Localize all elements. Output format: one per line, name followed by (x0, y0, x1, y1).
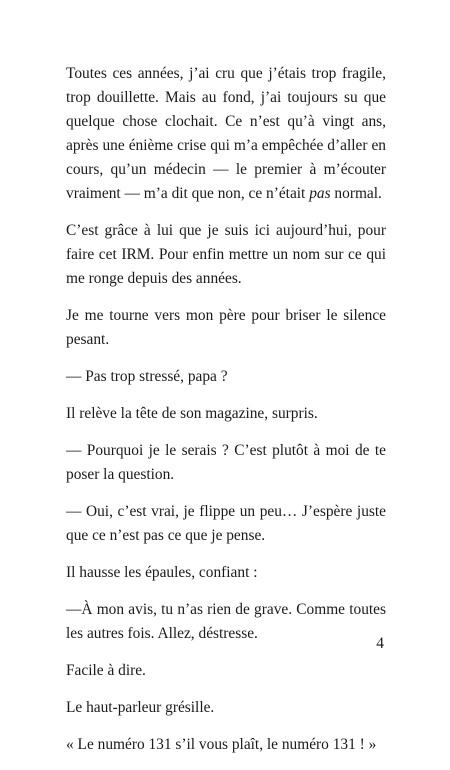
paragraph-1-italic: pas (309, 185, 331, 202)
paragraph-1 (66, 62, 386, 206)
paragraph-6: — Pourquoi je le serais ? C’est plutôt à moi de te poser la question. (66, 442, 386, 483)
paragraph-8: Il hausse les épaules, confiant : (66, 564, 258, 581)
paragraph-11: Le haut-parleur grésille. (66, 699, 215, 716)
paragraph-4: — Pas trop stressé, papa ? (66, 368, 228, 385)
paragraph-2: C’est grâce à lui que je suis ici aujourd’hui, pour faire cet IRM. Pour enfin mettre un nom sur ce qui me ronge depuis des années. (66, 222, 386, 287)
page-number: 4 (376, 635, 384, 652)
paragraph-1-text: Toutes ces années, j’ai cru que j’étais trop fragile, trop douillette. Mais au fond, j’ai toujours su que quelque chose clochait. Ce n’est qu’à vingt ans, après une énième crise qui m’a empêchée d’aller en cours, qu’un médecin — le premier à m’écouter vraiment — m’a dit que non, ce n’était (66, 65, 386, 202)
paragraph-12: « Le numéro 131 s’il vous plaît, le numéro 131 ! » (66, 736, 377, 753)
paragraph-3: Je me tourne vers mon père pour briser le silence pesant. (66, 307, 386, 348)
paragraph-1-end: normal. (330, 185, 382, 202)
paragraph-7: — Oui, c’est vrai, je flippe un peu… J’espère juste que ce n’est pas ce que je pense. (66, 503, 386, 544)
paragraph-5: Il relève la tête de son magazine, surpris. (66, 405, 318, 422)
page-body (66, 62, 386, 770)
paragraph-9: —À mon avis, tu n’as rien de grave. Comme toutes les autres fois. Allez, déstresse. (66, 601, 386, 642)
paragraph-10: Facile à dire. (66, 662, 146, 679)
